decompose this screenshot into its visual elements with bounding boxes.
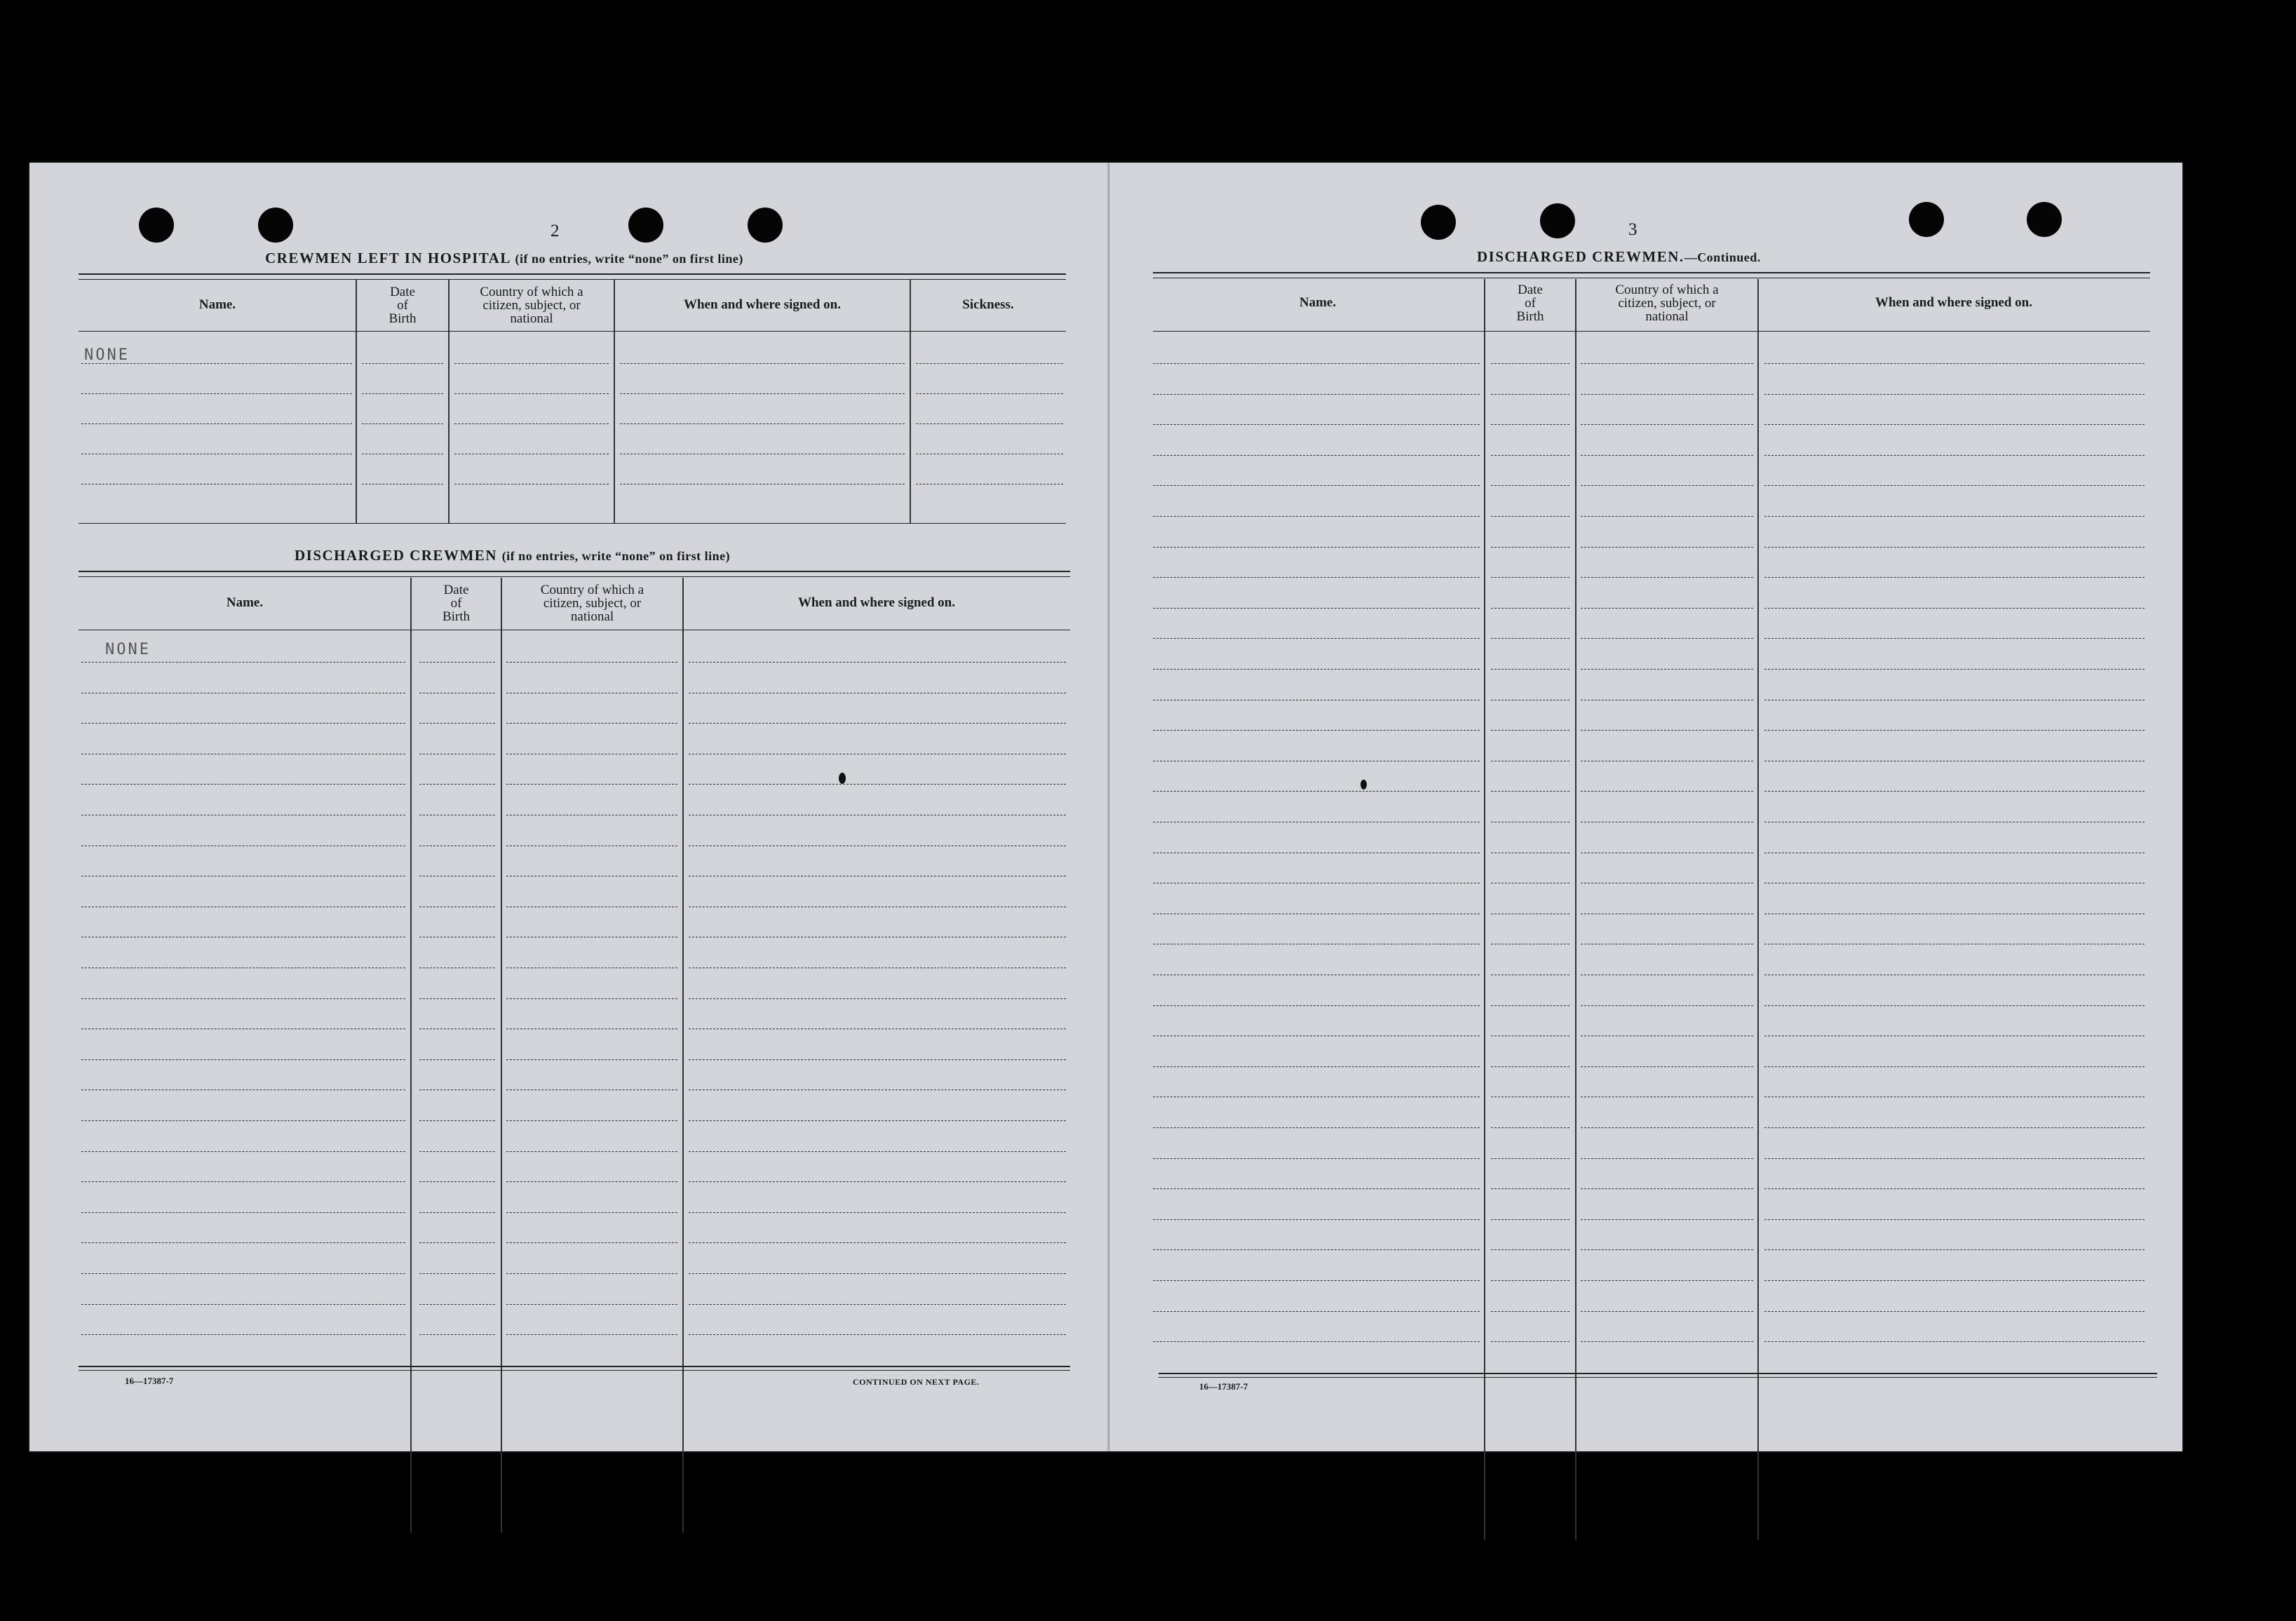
ink-speck <box>1360 780 1367 789</box>
discharged-section-title: DISCHARGED CREWMEN (if no entries, write “none” on first line) <box>295 547 731 564</box>
ruled-line <box>1491 638 1569 639</box>
ruled-line <box>916 423 1063 424</box>
ruled-line <box>1491 669 1569 670</box>
ruled-line <box>1153 547 1480 548</box>
ruled-line <box>1764 1005 2145 1006</box>
ruled-line <box>419 1181 495 1182</box>
ruled-line <box>1153 1127 1480 1128</box>
ruled-line <box>1153 1311 1480 1312</box>
ruled-line <box>1764 1127 2145 1128</box>
ruled-line <box>689 998 1066 999</box>
ruled-line <box>1491 547 1569 548</box>
ruled-line <box>1153 1280 1480 1281</box>
table-bottom-rule <box>79 1366 1070 1371</box>
ruled-line <box>1153 516 1480 517</box>
ruled-line <box>1764 577 2145 578</box>
ruled-line <box>419 662 495 663</box>
ruled-line <box>362 393 443 394</box>
ruled-line <box>419 998 495 999</box>
column-divider <box>614 279 615 523</box>
ruled-line <box>81 1181 405 1182</box>
ruled-line <box>1491 791 1569 792</box>
discharged-first-entry: NONE <box>105 641 151 658</box>
ruled-line <box>1491 1341 1569 1342</box>
ruled-line <box>506 784 677 785</box>
ruled-line <box>1153 1341 1480 1342</box>
ruled-line <box>1764 730 2145 731</box>
ruled-line <box>81 723 405 724</box>
column-header-name: Name. <box>1299 295 1337 310</box>
ruled-line <box>81 1059 405 1060</box>
ruled-line <box>506 1151 677 1152</box>
ruled-line <box>1491 1311 1569 1312</box>
ruled-line <box>81 1334 405 1335</box>
ruled-line <box>689 1120 1066 1121</box>
ruled-line <box>1153 1188 1480 1189</box>
ruled-line <box>1491 485 1569 486</box>
ruled-line <box>1581 485 1753 486</box>
ruled-line <box>620 423 905 424</box>
ruled-line <box>1764 1066 2145 1067</box>
ruled-line <box>81 1120 405 1121</box>
ruled-line <box>1764 791 2145 792</box>
ruled-line <box>689 1181 1066 1182</box>
column-header-date-of-birth: Date of Birth <box>442 583 471 624</box>
ruled-line <box>1764 516 2145 517</box>
column-header-country: Country of which a citizen, subject, or national <box>540 583 644 624</box>
ruled-line <box>916 393 1063 394</box>
column-header-signed-on: When and where signed on. <box>1875 295 2032 310</box>
hospital-first-entry: NONE <box>84 346 130 364</box>
column-header-signed-on: When and where signed on. <box>683 297 841 312</box>
ruled-line <box>1491 1249 1569 1250</box>
ruled-line <box>620 363 905 364</box>
ruled-line <box>1153 1005 1480 1006</box>
ruled-line <box>81 1151 405 1152</box>
form-number: 16—17387-7 <box>125 1376 174 1386</box>
ruled-line <box>1581 1188 1753 1189</box>
ruled-line <box>506 1212 677 1213</box>
ruled-line <box>1581 577 1753 578</box>
ruled-line <box>1153 608 1480 609</box>
ruled-line <box>1764 1188 2145 1189</box>
ruled-line <box>1764 1158 2145 1159</box>
ruled-line <box>506 1181 677 1182</box>
ruled-line <box>1153 791 1480 792</box>
ruled-line <box>1153 1219 1480 1220</box>
table-top-rule <box>1153 272 2150 278</box>
column-divider <box>1757 279 1759 1540</box>
ruled-line <box>1491 1280 1569 1281</box>
ruled-line <box>454 393 609 394</box>
ruled-line <box>1491 1127 1569 1128</box>
ruled-line <box>419 1334 495 1335</box>
ruled-line <box>1581 669 1753 670</box>
ruled-line <box>1764 455 2145 456</box>
ruled-line <box>1491 1066 1569 1067</box>
ruled-line <box>1764 547 2145 548</box>
ruled-line <box>1581 1127 1753 1128</box>
column-header-signed-on: When and where signed on. <box>797 595 955 610</box>
ruled-line <box>81 784 405 785</box>
punch-hole <box>1540 203 1575 238</box>
column-divider <box>1575 279 1576 1540</box>
ruled-line <box>506 662 677 663</box>
ruled-line <box>1153 638 1480 639</box>
ruled-line <box>1153 485 1480 486</box>
ruled-line <box>1764 485 2145 486</box>
ruled-line <box>81 393 352 394</box>
ruled-line <box>1153 424 1480 425</box>
punch-hole <box>748 208 783 243</box>
ruled-line <box>689 1151 1066 1152</box>
ruled-line <box>1581 608 1753 609</box>
ruled-line <box>1153 730 1480 731</box>
ruled-line <box>81 1304 405 1305</box>
ruled-line <box>1581 1311 1753 1312</box>
ruled-line <box>1764 1249 2145 1250</box>
ruled-line <box>1491 608 1569 609</box>
ruled-line <box>506 998 677 999</box>
ruled-line <box>1491 730 1569 731</box>
ruled-line <box>1581 638 1753 639</box>
ruled-line <box>1581 1219 1753 1220</box>
ruled-line <box>689 1212 1066 1213</box>
ruled-line <box>689 1334 1066 1335</box>
form-number: 16—17387-7 <box>1199 1381 1248 1392</box>
ruled-line <box>1153 363 1480 364</box>
ruled-line <box>1153 1249 1480 1250</box>
ruled-line <box>81 662 405 663</box>
ruled-line <box>1581 516 1753 517</box>
ruled-line <box>1764 638 2145 639</box>
ruled-line <box>1153 1158 1480 1159</box>
header-rule <box>1153 331 2150 332</box>
ruled-line <box>506 723 677 724</box>
ruled-line <box>81 363 352 364</box>
table-bottom-rule <box>79 523 1066 524</box>
ruled-line <box>419 1120 495 1121</box>
ruled-line <box>689 1273 1066 1274</box>
ruled-line <box>689 1304 1066 1305</box>
ruled-line <box>506 1059 677 1060</box>
ruled-line <box>506 1334 677 1335</box>
punch-hole <box>1421 205 1456 240</box>
ruled-line <box>1581 1341 1753 1342</box>
ruled-line <box>506 1242 677 1243</box>
ruled-line <box>419 1212 495 1213</box>
punch-hole <box>139 208 174 243</box>
ruled-line <box>1153 455 1480 456</box>
ruled-line <box>1581 730 1753 731</box>
table-top-rule <box>79 571 1070 577</box>
discharged-continued-title: DISCHARGED CREWMEN.—Continued. <box>1477 248 1761 265</box>
ruled-line <box>1764 1341 2145 1342</box>
ruled-line <box>689 662 1066 663</box>
ruled-line <box>1581 1280 1753 1281</box>
column-header-name: Name. <box>226 595 264 610</box>
ruled-line <box>419 723 495 724</box>
table-top-rule <box>79 273 1066 280</box>
hospital-section-title: CREWMEN LEFT IN HOSPITAL (if no entries, write “none” on first line) <box>265 250 743 266</box>
ruled-line <box>419 784 495 785</box>
ruled-line <box>1764 1311 2145 1312</box>
ruled-line <box>1491 424 1569 425</box>
ruled-line <box>1491 577 1569 578</box>
column-divider <box>910 279 911 523</box>
ruled-line <box>419 1059 495 1060</box>
page-number: 2 <box>551 222 560 240</box>
ruled-line <box>1764 669 2145 670</box>
column-header-name: Name. <box>198 297 236 312</box>
column-header-date-of-birth: Date of Birth <box>1516 283 1544 324</box>
punch-hole <box>1909 202 1944 237</box>
ruled-line <box>689 723 1066 724</box>
ruled-line <box>1764 1280 2145 1281</box>
ruled-line <box>1153 577 1480 578</box>
ruled-line <box>1764 394 2145 395</box>
ruled-line <box>454 363 609 364</box>
column-divider <box>1484 279 1485 1540</box>
ruled-line <box>1581 547 1753 548</box>
ruled-line <box>1581 455 1753 456</box>
ruled-line <box>506 1120 677 1121</box>
column-header-country: Country of which a citizen, subject, or national <box>1615 283 1719 324</box>
left-page <box>29 163 1109 1451</box>
ruled-line <box>419 1242 495 1243</box>
column-header-sickness: Sickness. <box>962 297 1014 312</box>
ruled-line <box>506 1304 677 1305</box>
ruled-line <box>1491 1219 1569 1220</box>
ruled-line <box>362 423 443 424</box>
ruled-line <box>1153 1066 1480 1067</box>
punch-hole <box>258 208 293 243</box>
ruled-line <box>689 1242 1066 1243</box>
ruled-line <box>689 1059 1066 1060</box>
ink-speck <box>839 773 846 784</box>
ruled-line <box>1581 394 1753 395</box>
ruled-line <box>916 363 1063 364</box>
ruled-line <box>1491 363 1569 364</box>
ruled-line <box>506 1273 677 1274</box>
table-bottom-rule <box>1159 1373 2157 1378</box>
ruled-line <box>689 784 1066 785</box>
ruled-line <box>1491 394 1569 395</box>
ruled-line <box>1581 1249 1753 1250</box>
header-rule <box>79 331 1066 332</box>
ruled-line <box>81 1212 405 1213</box>
ruled-line <box>1764 1219 2145 1220</box>
ruled-line <box>1491 455 1569 456</box>
ruled-line <box>1764 424 2145 425</box>
continued-note: CONTINUED ON NEXT PAGE. <box>853 1377 980 1387</box>
ruled-line <box>454 423 609 424</box>
right-page <box>1109 163 2182 1451</box>
ruled-line <box>1581 1005 1753 1006</box>
column-divider <box>682 578 684 1533</box>
ruled-line <box>1581 791 1753 792</box>
ruled-line <box>1491 1188 1569 1189</box>
ruled-line <box>81 998 405 999</box>
page-number: 3 <box>1628 220 1637 239</box>
ruled-line <box>419 1304 495 1305</box>
ruled-line <box>1491 1005 1569 1006</box>
ruled-line <box>1491 1158 1569 1159</box>
ruled-line <box>419 1273 495 1274</box>
ruled-line <box>1581 424 1753 425</box>
ruled-line <box>1491 516 1569 517</box>
ruled-line <box>1581 1066 1753 1067</box>
column-divider <box>410 578 412 1533</box>
ruled-line <box>1153 394 1480 395</box>
ruled-line <box>81 1242 405 1243</box>
ruled-line <box>1764 363 2145 364</box>
ruled-line <box>419 1151 495 1152</box>
column-header-date-of-birth: Date of Birth <box>389 285 417 326</box>
ruled-line <box>1153 669 1480 670</box>
punch-hole <box>628 208 663 243</box>
punch-hole <box>2027 202 2062 237</box>
ruled-line <box>1581 363 1753 364</box>
column-header-country: Country of which a citizen, subject, or national <box>480 285 583 326</box>
ruled-line <box>81 423 352 424</box>
column-divider <box>501 578 502 1533</box>
ruled-line <box>620 393 905 394</box>
ruled-line <box>1764 608 2145 609</box>
ruled-line <box>81 1273 405 1274</box>
ruled-line <box>1581 1158 1753 1159</box>
ruled-line <box>362 363 443 364</box>
